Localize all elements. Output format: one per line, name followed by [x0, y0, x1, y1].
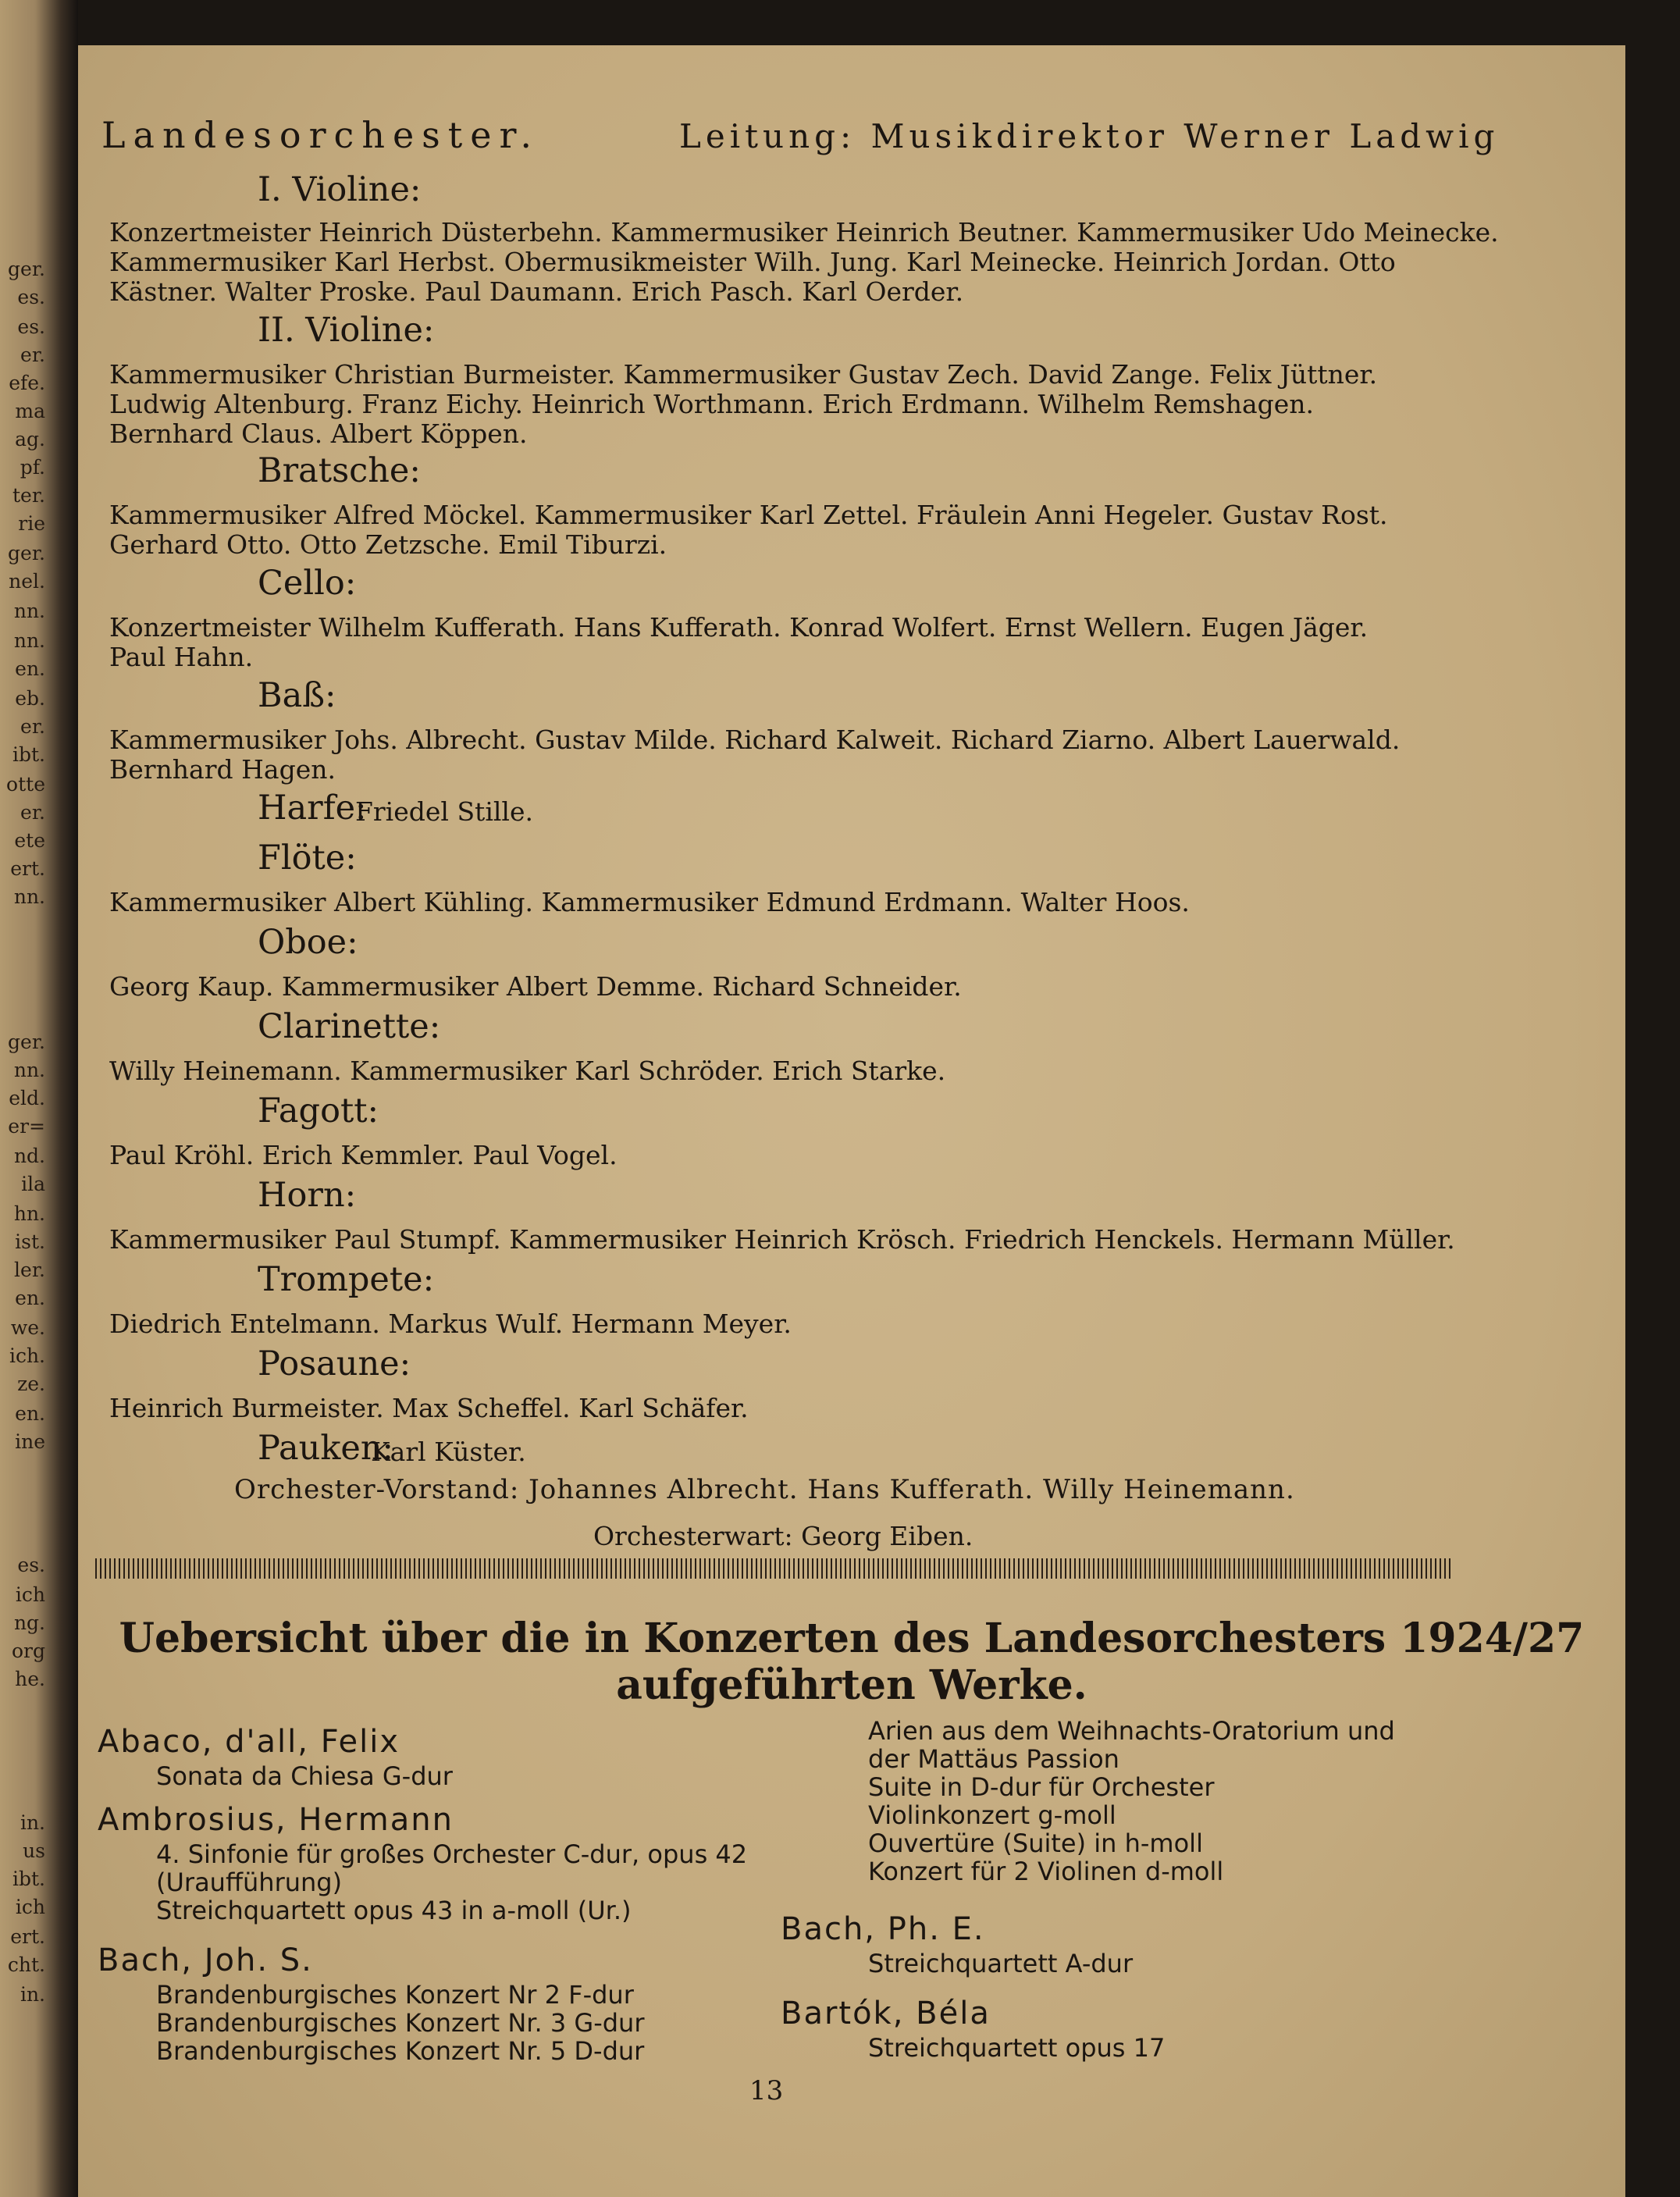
section-label: Bratsche: [258, 451, 421, 490]
margin-fragment: in. [20, 1983, 45, 2006]
margin-fragment: nn. [13, 1059, 45, 1081]
member-line: Ludwig Altenburg. Franz Eichy. Heinrich Worthmann. Erich Erdmann. Wilhelm Remshagen. [109, 389, 1315, 419]
margin-fragment: efe. [9, 372, 45, 394]
margin-fragment: ger. [8, 1031, 45, 1053]
section-label: Horn: [258, 1176, 357, 1215]
member-line: Kammermusiker Christian Burmeister. Kammermusiker Gustav Zech. David Zange. Felix Jüttner. [109, 359, 1378, 390]
margin-fragment: ich [15, 1583, 45, 1606]
work-title: Sonata da Chiesa G-dur [156, 1761, 453, 1791]
section-label: Posaune: [258, 1344, 411, 1383]
section-inline-names: Karl Küster. [371, 1437, 526, 1467]
member-line: Kammermusiker Karl Herbst. Obermusikmeister Wilh. Jung. Karl Meinecke. Heinrich Jordan. Otto [109, 247, 1396, 277]
section-label: Fagott: [258, 1091, 379, 1131]
margin-fragment: er= [8, 1115, 45, 1138]
member-line: Bernhard Hagen. [109, 754, 336, 785]
section-inline-names: Friedel Stille. [355, 796, 534, 827]
section-label: Pauken: [258, 1429, 394, 1468]
margin-fragment: ng. [13, 1611, 45, 1634]
work-title: (Uraufführung) [156, 1868, 343, 1897]
margin-fragment: en. [15, 1402, 45, 1425]
section-label: Cello: [258, 564, 357, 603]
work-title: Arien aus dem Weihnachts-Oratorium und [868, 1716, 1395, 1746]
margin-fragment: ag. [15, 428, 45, 450]
margin-fragment: ine [15, 1430, 45, 1453]
member-line: Bernhard Claus. Albert Köppen. [109, 418, 528, 449]
margin-fragment: nn. [13, 885, 45, 908]
margin-fragment: ert. [10, 857, 45, 880]
work-title: Violinkonzert g-moll [868, 1800, 1116, 1830]
member-line: Paul Hahn. [109, 642, 254, 672]
margin-fragment: us [23, 1839, 45, 1862]
margin-fragment: pf. [20, 456, 45, 479]
margin-fragment: ibt. [12, 1868, 45, 1890]
margin-fragment: ler. [14, 1259, 45, 1281]
work-title: Streichquartett opus 43 in a-moll (Ur.) [156, 1896, 632, 1925]
work-title: Brandenburgisches Konzert Nr. 5 D-dur [156, 2036, 645, 2066]
margin-fragment: cht. [7, 1953, 45, 1976]
section-label: II. Violine: [258, 311, 435, 350]
member-line: Georg Kaup. Kammermusiker Albert Demme. Richard Schneider. [109, 971, 962, 1002]
member-line: Willy Heinemann. Kammermusiker Karl Schröder. Erich Starke. [109, 1056, 946, 1086]
member-line: Heinrich Burmeister. Max Scheffel. Karl Schäfer. [109, 1393, 749, 1423]
decorative-rule [95, 1558, 1454, 1579]
work-title: Streichquartett A-dur [868, 1949, 1134, 1978]
margin-fragment: ze. [17, 1373, 45, 1395]
margin-fragment: hn. [13, 1202, 45, 1225]
margin-fragment: ibt. [12, 743, 45, 766]
margin-fragment: en. [15, 657, 45, 680]
margin-fragment: ist. [15, 1230, 45, 1253]
member-line: Kästner. Walter Proske. Paul Daumann. Erich Pasch. Karl Oerder. [109, 276, 964, 307]
member-line: Gerhard Otto. Otto Zetzsche. Emil Tiburzi. [109, 529, 667, 560]
margin-fragment: er. [20, 715, 45, 738]
member-line: Diedrich Entelmann. Markus Wulf. Hermann Meyer. [109, 1309, 792, 1339]
margin-fragment: ma [15, 400, 45, 422]
margin-fragment: en. [15, 1287, 45, 1309]
section-label: Flöte: [258, 839, 357, 878]
member-line: Kammermusiker Albert Kühling. Kammermusiker Edmund Erdmann. Walter Hoos. [109, 887, 1190, 917]
margin-fragment: we. [10, 1316, 45, 1339]
orchestra-heading: Landesorchester. [101, 114, 540, 156]
member-line: Kammermusiker Alfred Möckel. Kammermusiker Karl Zettel. Fräulein Anni Hegeler. Gustav Rost. [109, 500, 1388, 530]
composer-name: Bartók, Béla [781, 1996, 991, 2031]
margin-fragment: ich. [9, 1344, 45, 1367]
work-title: Ouvertüre (Suite) in h-moll [868, 1828, 1203, 1858]
margin-fragment: ete [14, 829, 45, 852]
section-label: Oboe: [258, 923, 358, 962]
margin-fragment: org [11, 1640, 45, 1662]
member-line: Paul Kröhl. Erich Kemmler. Paul Vogel. [109, 1140, 618, 1170]
composer-name: Abaco, d'all, Felix [98, 1724, 400, 1760]
work-title: 4. Sinfonie für großes Orchester C-dur, opus 42 [156, 1839, 748, 1869]
margin-fragment: eld. [9, 1087, 45, 1109]
margin-fragment: in. [20, 1811, 45, 1834]
works-title-line1: Uebersicht über die in Konzerten des Landesorchesters 1924/27 [119, 1615, 1585, 1662]
margin-fragment: he. [15, 1668, 45, 1690]
margin-fragment: er. [20, 801, 45, 824]
margin-fragment: nel. [9, 570, 45, 593]
work-title: Suite in D-dur für Orchester [868, 1772, 1215, 1802]
margin-fragment: ila [21, 1173, 45, 1195]
member-line: Konzertmeister Wilhelm Kufferath. Hans Kufferath. Konrad Wolfert. Ernst Wellern. Eugen Jäger. [109, 612, 1369, 643]
margin-fragment: otte [6, 773, 45, 796]
member-line: Kammermusiker Paul Stumpf. Kammermusiker Heinrich Krösch. Friedrich Henckels. Hermann Müller. [109, 1224, 1455, 1255]
section-label: Trompete: [258, 1260, 435, 1299]
section-label: Clarinette: [258, 1007, 441, 1046]
work-title: Konzert für 2 Violinen d-moll [868, 1857, 1224, 1886]
margin-fragment: ter. [12, 484, 45, 507]
margin-fragment: eb. [15, 687, 45, 710]
section-label: Baß: [258, 676, 336, 715]
work-title: Streichquartett opus 17 [868, 2033, 1166, 2063]
composer-name: Bach, Ph. E. [781, 1911, 985, 1947]
orchestra-attendant: Orchesterwart: Georg Eiben. [593, 1521, 973, 1551]
works-title-line2: aufgeführten Werke. [616, 1661, 1087, 1709]
work-title: Brandenburgisches Konzert Nr 2 F-dur [156, 1980, 634, 2010]
section-label: I. Violine: [258, 170, 422, 209]
composer-name: Bach, Joh. S. [98, 1942, 313, 1978]
section-label: Harfe: [258, 789, 367, 828]
work-title: der Mattäus Passion [868, 1744, 1119, 1774]
work-title: Brandenburgisches Konzert Nr. 3 G-dur [156, 2008, 645, 2038]
conductor-line: Leitung: Musikdirektor Werner Ladwig [679, 117, 1500, 155]
document-page [78, 45, 1625, 2197]
margin-fragment: er. [20, 344, 45, 366]
page-number: 13 [749, 2075, 784, 2106]
margin-fragment: es. [17, 315, 45, 338]
margin-fragment: nn. [13, 600, 45, 622]
margin-fragment: es. [17, 1554, 45, 1576]
margin-fragment: nd. [13, 1145, 45, 1167]
margin-fragment: ger. [8, 258, 45, 280]
margin-fragment: ich [15, 1896, 45, 1918]
margin-fragment: ger. [8, 542, 45, 564]
orchestra-board: Orchester-Vorstand: Johannes Albrecht. Hans Kufferath. Willy Heinemann. [234, 1474, 1295, 1505]
member-line: Kammermusiker Johs. Albrecht. Gustav Milde. Richard Kalweit. Richard Ziarno. Albert Lauerwald. [109, 725, 1401, 755]
member-line: Konzertmeister Heinrich Düsterbehn. Kammermusiker Heinrich Beutner. Kammermusiker Udo Meinecke. [109, 217, 1499, 247]
margin-fragment: rie [18, 512, 45, 535]
margin-fragment: nn. [13, 629, 45, 652]
margin-fragment: es. [17, 286, 45, 308]
composer-name: Ambrosius, Hermann [98, 1802, 454, 1838]
margin-fragment: ert. [10, 1925, 45, 1948]
